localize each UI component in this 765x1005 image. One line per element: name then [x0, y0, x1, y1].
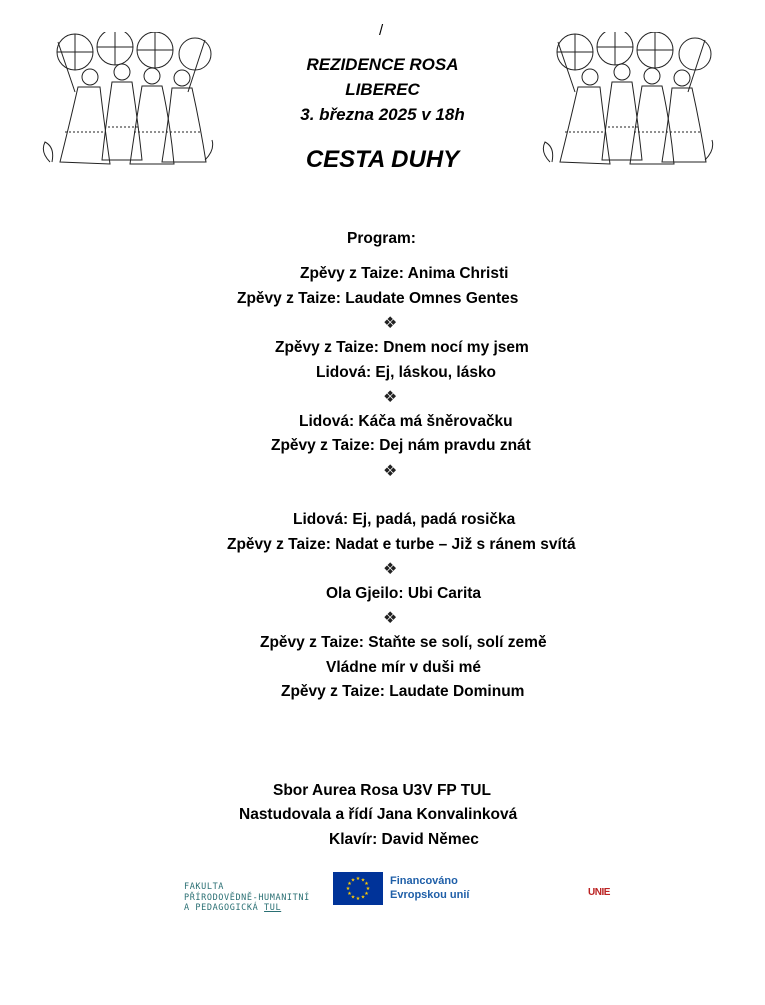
separator-diamond: ❖	[383, 610, 398, 627]
svg-text:★: ★	[365, 886, 371, 892]
svg-text:★: ★	[350, 877, 356, 884]
choir-name: Sbor Aurea Rosa U3V FP TUL	[273, 782, 491, 799]
pianist: Klavír: David Němec	[329, 831, 479, 848]
svg-text:★: ★	[350, 894, 356, 901]
unie-logo	[588, 887, 610, 898]
program-item-7: Lidová: Ej, padá, padá rosička	[293, 511, 516, 528]
header-slash: /	[379, 22, 384, 39]
faculty-logo-line3	[184, 903, 310, 914]
svg-text:★: ★	[347, 891, 352, 897]
svg-text:★: ★	[360, 894, 366, 901]
event-date: 3. března 2025 v 18h	[300, 105, 465, 124]
faculty-logo-line3-text: A PEDAGOGICKÁ	[184, 903, 265, 913]
program-item-1: Zpěvy z Taize: Anima Christi	[300, 265, 509, 282]
faculty-logo-line2: PŘÍRODOVĚDNĚ-HUMANITNÍ	[184, 892, 310, 903]
program-item-10: Zpěvy z Taize: Staňte se solí, solí země	[260, 634, 547, 651]
unie-logo-text: UNIE	[588, 887, 610, 898]
faculty-logo	[184, 882, 310, 914]
svg-text:★: ★	[347, 881, 352, 887]
folk-women-illustration-right	[530, 32, 720, 182]
choir-director: Nastudovala a řídí Jana Konvalinková	[239, 806, 518, 823]
program-item-4: Lidová: Ej, láskou, lásko	[316, 364, 497, 381]
svg-text:★: ★	[345, 886, 351, 892]
svg-text:★: ★	[355, 896, 361, 902]
folk-women-illustration-left	[30, 32, 220, 182]
tul-abbrev: TUL	[264, 903, 282, 913]
program-item-5: Lidová: Káča má šněrovačku	[299, 413, 513, 430]
city-name: LIBEREC	[345, 80, 420, 99]
svg-text:★: ★	[355, 876, 361, 882]
eu-funding-line2: Evropskou unií	[390, 889, 470, 901]
faculty-logo-line1: FAKULTA	[184, 882, 225, 892]
eu-funding-text	[390, 874, 469, 902]
concert-title: CESTA DUHY	[305, 146, 460, 173]
program-item-3: Zpěvy z Taize: Dnem nocí my jsem	[275, 339, 529, 356]
eu-funding-line1: Financováno	[390, 875, 458, 887]
program-item-2: Zpěvy z Taize: Laudate Omnes Gentes	[237, 290, 519, 307]
program-item-9: Ola Gjeilo: Ubi Carita	[326, 585, 482, 602]
program-item-6: Zpěvy z Taize: Dej nám pravdu znát	[271, 437, 531, 454]
separator-diamond: ❖	[383, 463, 398, 480]
program-item-11: Vládne mír v duši mé	[326, 659, 482, 676]
eu-flag-icon	[333, 872, 383, 905]
program-heading: Program:	[347, 230, 416, 247]
venue-name: REZIDENCE ROSA	[306, 55, 459, 74]
separator-diamond: ❖	[383, 315, 398, 332]
program-item-12: Zpěvy z Taize: Laudate Dominum	[281, 683, 525, 700]
svg-text:★: ★	[360, 877, 366, 884]
eu-stars-icon	[333, 872, 383, 905]
separator-diamond: ❖	[383, 389, 398, 406]
separator-diamond: ❖	[383, 561, 398, 578]
svg-text:★: ★	[364, 881, 369, 887]
svg-text:★: ★	[364, 891, 369, 897]
program-item-8: Zpěvy z Taize: Nadat e turbe – Již s ránem svítá	[227, 536, 576, 553]
